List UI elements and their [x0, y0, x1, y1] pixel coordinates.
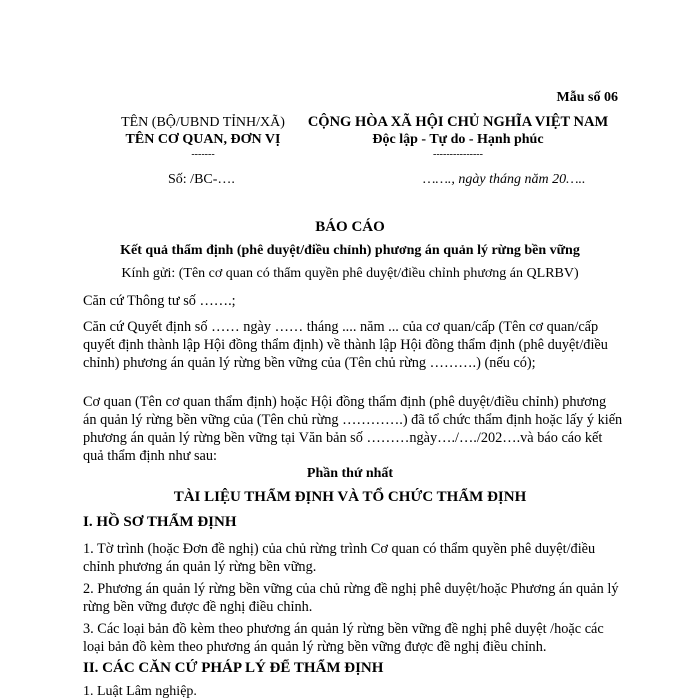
section-heading-dossier: I. HỒ SƠ THẨM ĐỊNH — [83, 514, 237, 530]
agency-name: TÊN CƠ QUAN, ĐƠN VỊ — [125, 132, 281, 147]
part-label: Phần thứ nhất — [306, 466, 394, 481]
recipient-line: Kính gửi: (Tên cơ quan có thẩm quyền phê duyệt/điều chỉnh phương án QLRBV) — [121, 266, 579, 281]
document-date: ……., ngày tháng năm 20….. — [423, 172, 586, 187]
national-header — [288, 114, 628, 161]
document-number: Số: /BC-…. — [168, 172, 235, 187]
dossier-item-2: 2. Phương án quản lý rừng bền vững của chủ rừng đề nghị phê duyệt/hoặc Phương án quản lý rừng bền vững được đề nghị điều chỉnh. — [83, 581, 619, 615]
section-heading-legal-basis: II. CÁC CĂN CỨ PHÁP LÝ ĐỂ THẨM ĐỊNH — [83, 660, 384, 676]
dossier-item-1: 1. Tờ trình (hoặc Đơn đề nghị) của chủ rừng trình Cơ quan có thẩm quyền phê duyệt/điều chỉnh phương án quản lý rừng bền vững. — [83, 541, 596, 575]
law-item-1: 1. Luật Lâm nghiệp. — [83, 684, 197, 699]
intro-paragraph: Cơ quan (Tên cơ quan thẩm định) hoặc Hội đồng thẩm định (phê duyệt/điều chỉnh) phương án quản lý rừng bền vững của (Tên chủ rừng ………….) đã tổ chức thẩm định hoặc lấy ý kiến phương án quản lý rừng bền vững tại Văn bản số ………ngày…./…./202….và báo cáo kết quả thẩm định như sau: — [83, 394, 623, 464]
legal-basis-circular: Căn cứ Thông tư số …….; — [83, 293, 236, 309]
report-title: BÁO CÁO — [315, 219, 385, 235]
part-title: TÀI LIỆU THẨM ĐỊNH VÀ TỔ CHỨC THẨM ĐỊNH — [173, 489, 527, 505]
motto: Độc lập - Tự do - Hạnh phúc — [372, 132, 544, 147]
country-name: CỘNG HÒA XÃ HỘI CHỦ NGHĨA VIỆT NAM — [307, 114, 609, 130]
agency-header — [113, 114, 293, 161]
form-label: Mẫu số 06 — [556, 90, 618, 105]
ministry-name: TÊN (BỘ/UBND TỈNH/XÃ) — [121, 115, 285, 130]
legal-basis-decision: Căn cứ Quyết định số …… ngày …… tháng .... năm ... của cơ quan/cấp (Tên cơ quan/cấp quyết định thành lập Hội đồng thẩm định) về thành lập Hội đồng thẩm định (phê duyệt/điều chỉnh) phương án quản lý rừng bền vững của (Tên chủ rừng ……….) (nếu có); — [83, 319, 608, 371]
agency-rule: ------- — [191, 149, 215, 160]
report-subtitle: Kết quả thẩm định (phê duyệt/điều chỉnh) phương án quản lý rừng bền vững — [120, 243, 580, 258]
dossier-item-3: 3. Các loại bản đồ kèm theo phương án quản lý rừng bền vững đề nghị phê duyệt /hoặc các loại bản đồ kèm theo phương án quản lý rừng bền vững được đề nghị điều chỉnh. — [83, 621, 604, 655]
motto-rule: --------------- — [433, 149, 483, 160]
